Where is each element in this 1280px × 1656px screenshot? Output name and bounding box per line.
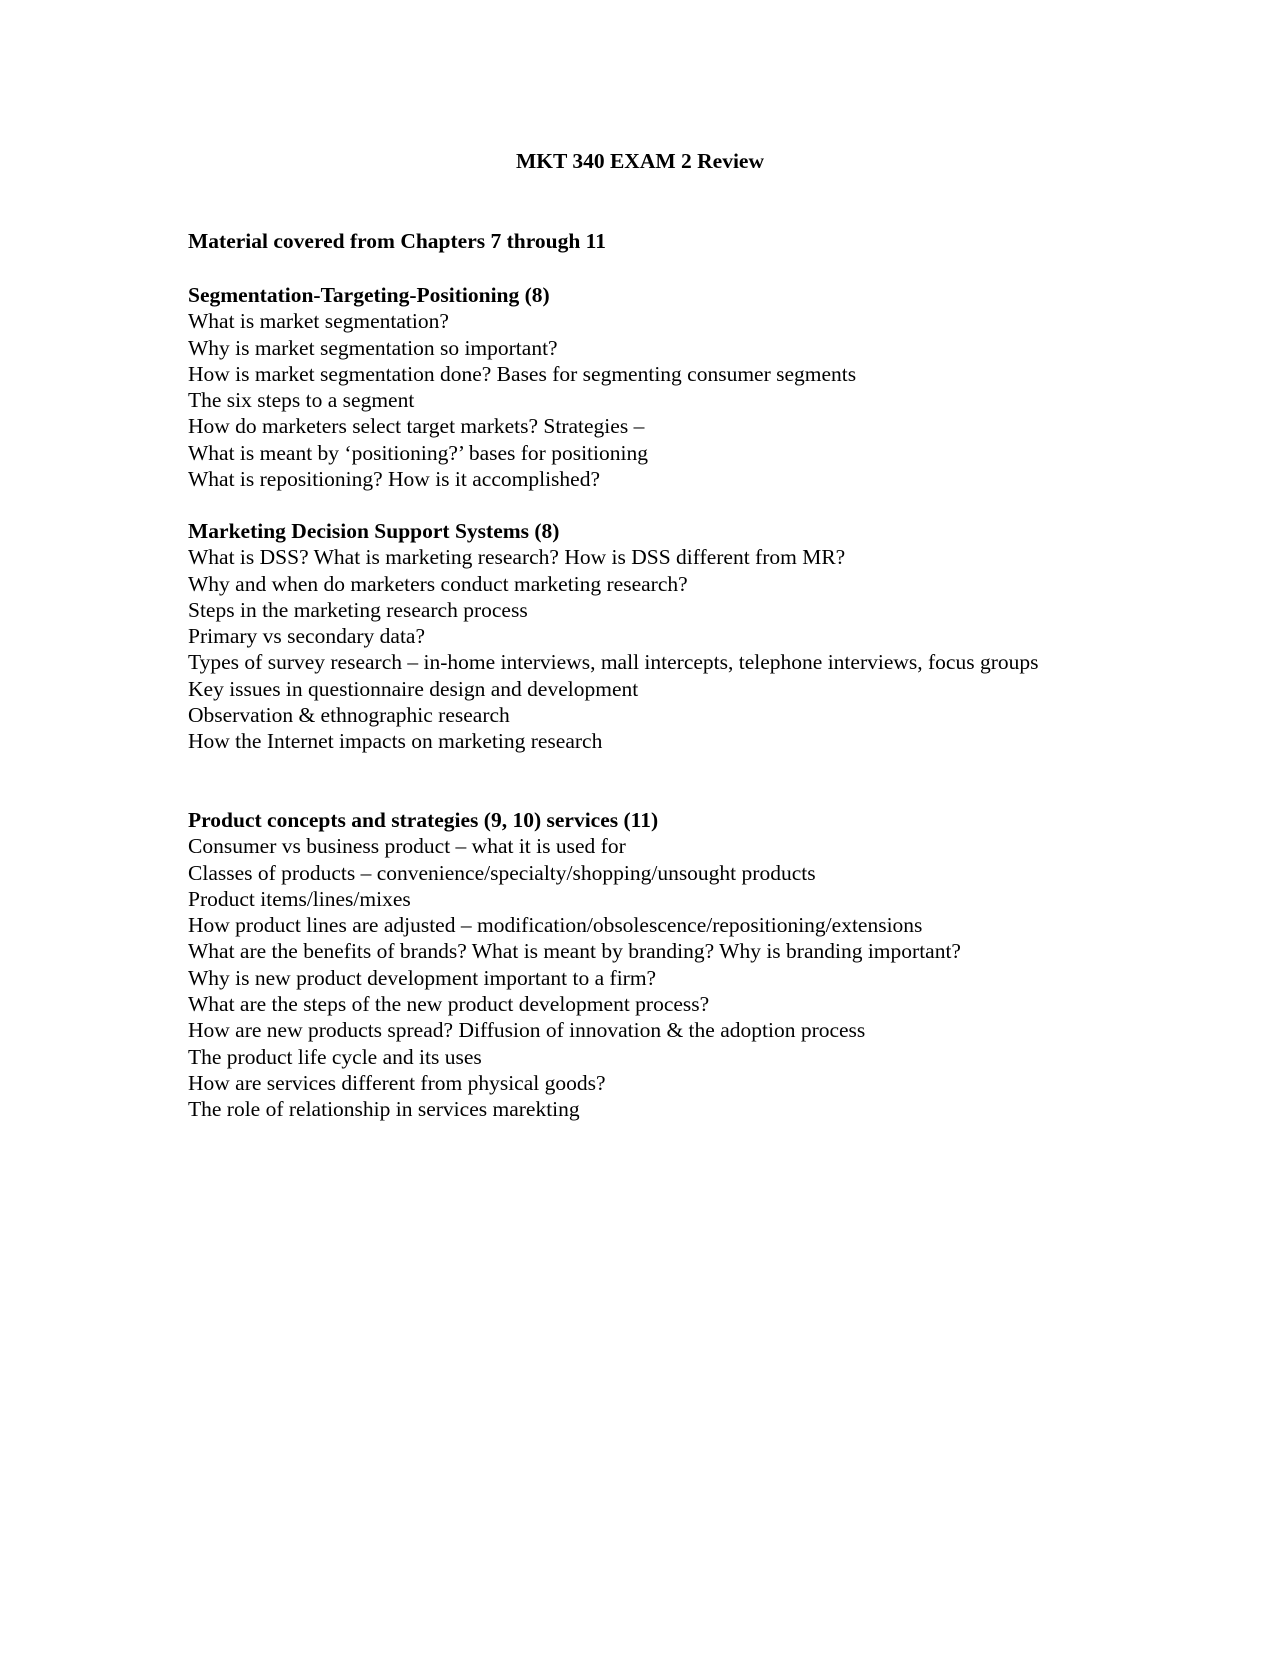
section-heading: Segmentation-Targeting-Positioning (8) xyxy=(188,283,550,307)
topic-item: Why is market segmentation so important? xyxy=(188,335,558,360)
section-heading: Product concepts and strategies (9, 10) services (11) xyxy=(188,808,659,832)
topic-item: Steps in the marketing research process xyxy=(188,597,528,622)
topic-item: How are services different from physical goods? xyxy=(188,1070,606,1095)
topic-item: What is market segmentation? xyxy=(188,309,449,334)
section-segmentation xyxy=(188,282,1048,492)
topic-item: How do marketers select target markets? Strategies – xyxy=(188,414,645,439)
topic-item: Why is new product development important to a firm? xyxy=(188,965,657,990)
topic-item: The product life cycle and its uses xyxy=(188,1044,482,1069)
topic-item: What is meant by ‘positioning?’ bases for positioning xyxy=(188,440,648,465)
topic-item: The six steps to a segment xyxy=(188,388,415,413)
topic-item: How product lines are adjusted – modification/obsolescence/repositioning/extensions xyxy=(188,913,923,938)
topic-item: How the Internet impacts on marketing research xyxy=(188,729,603,754)
intro-line: Material covered from Chapters 7 through 11 xyxy=(188,229,607,253)
section-decision-support xyxy=(188,518,1048,755)
topic-item: What is repositioning? How is it accomplished? xyxy=(188,467,600,492)
topic-item: What are the benefits of brands? What is meant by branding? Why is branding important? xyxy=(188,939,961,964)
topic-item: Consumer vs business product – what it is used for xyxy=(188,834,626,859)
topic-item: Classes of products – convenience/specialty/shopping/unsought products xyxy=(188,860,816,885)
section-heading: Marketing Decision Support Systems (8) xyxy=(188,519,560,543)
topic-item: Observation & ethnographic research xyxy=(188,703,510,728)
page-title: MKT 340 EXAM 2 Review xyxy=(515,149,765,173)
topic-item: Key issues in questionnaire design and development xyxy=(188,676,639,701)
topic-item: Types of survey research – in-home interviews, mall intercepts, telephone interviews, focus groups xyxy=(188,650,1039,675)
topic-item: What is DSS? What is marketing research? How is DSS different from MR? xyxy=(188,545,846,570)
topic-item: How are new products spread? Diffusion of innovation & the adoption process xyxy=(188,1018,866,1043)
topic-item: How is market segmentation done? Bases for segmenting consumer segments xyxy=(188,361,857,386)
topic-list xyxy=(188,308,1048,492)
topic-item: Product items/lines/mixes xyxy=(188,886,411,911)
topic-item: Why and when do marketers conduct marketing research? xyxy=(188,571,688,596)
topic-item: The role of relationship in services marekting xyxy=(188,1097,580,1122)
section-product-concepts xyxy=(188,807,1048,1123)
topic-list xyxy=(188,544,1048,754)
topic-item: What are the steps of the new product development process? xyxy=(188,992,710,1017)
topic-list xyxy=(188,833,1048,1122)
topic-item: Primary vs secondary data? xyxy=(188,624,426,649)
